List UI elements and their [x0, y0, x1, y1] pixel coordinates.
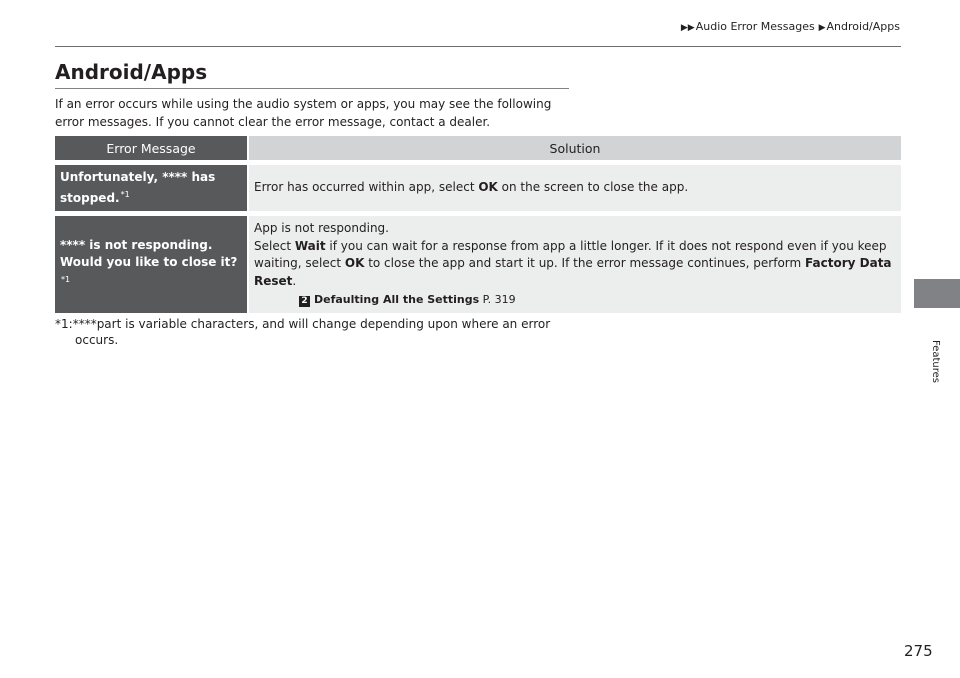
- breadcrumb-arrow-icon: ▶▶: [680, 23, 695, 33]
- table-row: [55, 211, 901, 313]
- ok-keyword: OK: [478, 180, 498, 195]
- side-tab-label: Features: [930, 340, 941, 383]
- solution-text: to close the app and start it up. If the error message continues, perform: [364, 256, 806, 270]
- table-header-row: [55, 136, 901, 160]
- error-message-table: [55, 136, 901, 313]
- breadcrumb-arrow-icon: ▶: [815, 23, 826, 33]
- error-message-text: **** is not responding. Would you like to close it?: [60, 237, 238, 269]
- error-message-text: Unfortunately, **** has stopped.: [60, 170, 216, 205]
- breadcrumb-item-audio-error-messages[interactable]: Audio Error Messages: [695, 20, 815, 33]
- table-row: [55, 160, 901, 211]
- column-header-error-message: Error Message: [55, 136, 249, 160]
- error-message-cell: [55, 211, 249, 313]
- ok-keyword: OK: [344, 256, 365, 270]
- title-rule: [55, 88, 569, 89]
- breadcrumb: [680, 20, 900, 33]
- cross-reference-icon: 2: [299, 296, 310, 307]
- header-rule: [55, 46, 901, 47]
- solution-text: Select: [254, 238, 295, 253]
- cross-reference-title: Defaulting All the Settings: [314, 293, 480, 306]
- solution-text: if you can wait for a response from app a little longer. If it does not respond even if you keep waiting, select: [254, 238, 887, 270]
- error-message-cell: [55, 160, 249, 211]
- solution-text: on the screen to close the app.: [497, 180, 689, 195]
- column-header-solution: Solution: [249, 136, 901, 160]
- solution-text: Error has occurred within app, select: [254, 180, 479, 195]
- cross-reference-link[interactable]: [299, 291, 896, 309]
- cross-reference-page: P. 319: [479, 293, 516, 306]
- breadcrumb-item-android-apps[interactable]: Android/Apps: [826, 20, 900, 33]
- solution-cell: [249, 160, 901, 211]
- solution-line: App is not responding.: [254, 221, 389, 235]
- footnote-text: ****part is variable characters, and will change depending upon where an error: [72, 317, 551, 331]
- footnote-continuation: occurs.: [75, 333, 119, 347]
- intro-text: If an error occurs while using the audio system or apps, you may see the following error messages. If you cannot clear the error message, contact a dealer.: [55, 97, 552, 129]
- footnote-ref: *1: [120, 190, 130, 199]
- wait-keyword: Wait: [294, 238, 326, 253]
- factory-data-reset-keyword: Factory Data Reset: [254, 256, 892, 288]
- page-number: 275: [904, 642, 933, 660]
- footnote: [55, 316, 575, 348]
- solution-cell: [249, 211, 901, 313]
- solution-text: .: [292, 273, 297, 288]
- footnote-ref: *1: [61, 274, 71, 284]
- side-tab-marker: [914, 279, 960, 308]
- page-title: Android/Apps: [55, 60, 208, 84]
- footnote-marker: *1:: [55, 317, 73, 331]
